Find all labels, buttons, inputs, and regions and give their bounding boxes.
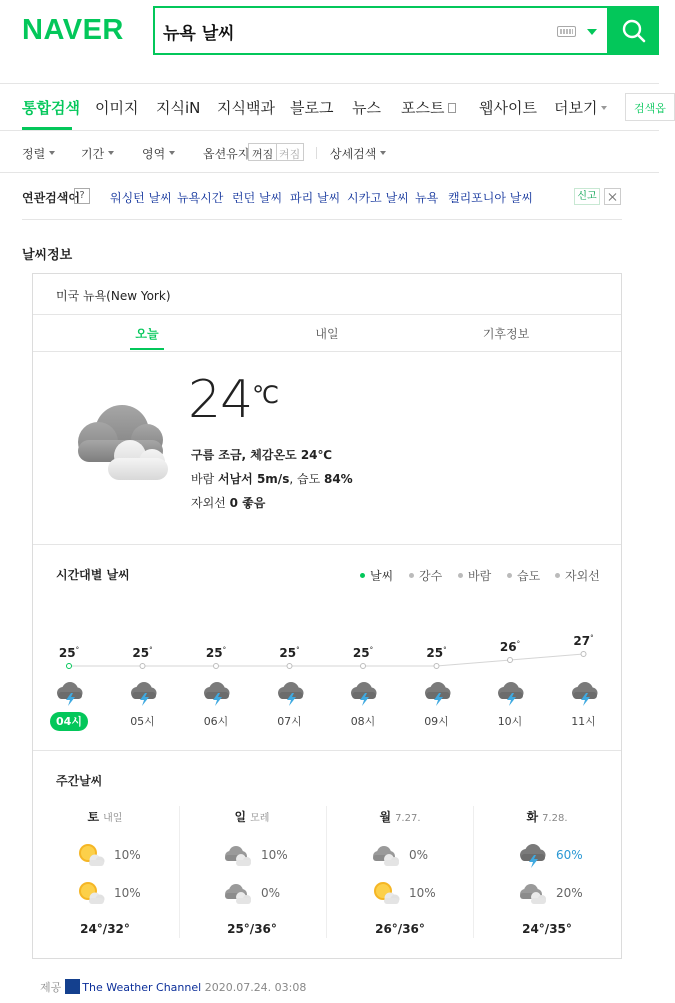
tab-encyclopedia[interactable]: 지식백과 [217, 99, 275, 117]
hourly-time: 09시 [424, 715, 449, 728]
thunder-icon [569, 680, 599, 706]
chevron-down-icon [601, 106, 607, 110]
legend-label: 바람 [468, 569, 492, 583]
weekly-day-sub: 7.27. [395, 813, 421, 824]
weekly-title: 주간날씨 [56, 774, 103, 788]
current-temperature: 24 [188, 370, 253, 430]
period-dropdown[interactable] [81, 145, 114, 162]
temperature-point [67, 664, 72, 669]
legend-dot [507, 573, 512, 578]
thunder-icon [348, 680, 378, 706]
tab-climate[interactable]: 기후정보 [482, 327, 530, 341]
related-keyword[interactable]: 뉴욕시간 [177, 191, 224, 205]
temperature-point [287, 664, 292, 669]
cloud-icon [222, 880, 252, 906]
temperature-point [361, 664, 366, 669]
hourly-temperature-value: 27 [573, 634, 591, 648]
naver-logo[interactable]: NAVER [22, 14, 124, 46]
hourly-weather-icon-wrap [348, 680, 378, 706]
weekly-day-sub: 모레 [250, 813, 270, 824]
precipitation-chance: 10% [114, 886, 141, 900]
hourly-weather-icon-wrap [569, 680, 599, 706]
provider-label: 제공 [40, 981, 62, 994]
hourly-temperature-value: 26 [499, 640, 517, 654]
tab-post[interactable] [401, 97, 456, 118]
search-icon [621, 18, 647, 44]
weekly-day [360, 808, 440, 825]
tab-website[interactable]: 웹사이트 [479, 99, 537, 117]
hourly-temperature-value: 25 [426, 646, 444, 660]
weekly-weather-icon-wrap [517, 842, 547, 868]
legend-label: 자외선 [565, 569, 600, 583]
tab-today[interactable]: 오늘 [135, 327, 159, 341]
column-divider [473, 806, 474, 938]
degree-sign: ° [443, 646, 447, 654]
related-keyword[interactable]: 런던 날씨 [232, 191, 283, 205]
related-keyword[interactable]: 파리 날씨 [290, 191, 341, 205]
legend-label: 날씨 [370, 569, 394, 583]
humidity-label: , 습도 [289, 472, 324, 486]
legend-dot [409, 573, 414, 578]
hourly-time: 10시 [497, 715, 523, 728]
related-keyword[interactable]: 시카고 날씨 [347, 191, 409, 205]
hourly-temperature-value: 25 [132, 646, 150, 660]
legend-dot [555, 573, 560, 578]
period-label: 기간 [81, 147, 105, 161]
legend-label: 강수 [419, 569, 443, 583]
weekly-day-name: 일 [234, 810, 247, 824]
weekly-weather-icon-wrap [517, 880, 547, 906]
hourly-time: 04시 [50, 712, 88, 731]
updated-time: 2020.07.24. 03:08 [204, 981, 307, 994]
hourly-temperature [490, 640, 530, 654]
precipitation-chance: 10% [261, 848, 288, 862]
chevron-down-icon [108, 151, 114, 155]
tab-more[interactable] [554, 97, 607, 118]
precipitation-chance: 10% [409, 886, 436, 900]
hourly-weather-icon-wrap [128, 680, 158, 706]
thunder-icon [422, 680, 452, 706]
weekly-day [507, 808, 587, 825]
degree-sign: ° [296, 646, 300, 654]
close-icon[interactable] [604, 188, 621, 205]
post-icon [448, 103, 456, 113]
keep-option-label: 옵션유지 [203, 147, 250, 161]
weekly-day-name: 월 [379, 810, 392, 824]
weekly-day-sub: 내일 [103, 813, 123, 824]
wind-humidity [191, 470, 353, 487]
weather-desc [191, 446, 332, 463]
area-label: 영역 [142, 147, 166, 161]
search-box[interactable] [153, 6, 609, 55]
cloudy-icon [72, 400, 172, 486]
uv-label: 자외선 [191, 496, 230, 510]
chevron-down-icon [169, 151, 175, 155]
sort-dropdown[interactable] [22, 145, 55, 162]
header-divider [0, 83, 659, 84]
temperature-point [508, 658, 513, 663]
min-max-temperature: 24°/35° [522, 922, 572, 936]
degree-sign: ° [222, 646, 227, 654]
source-footer [40, 979, 306, 995]
search-button[interactable] [609, 6, 659, 55]
help-icon[interactable]: ? [74, 188, 90, 204]
detail-search-label: 상세검색 [330, 147, 377, 161]
precipitation-chance: 0% [409, 848, 429, 862]
related-keyword[interactable]: 뉴욕 [415, 191, 439, 205]
card-divider [33, 544, 621, 545]
provider-link[interactable]: The Weather Channel [82, 981, 202, 994]
hourly-title: 시간대별 날씨 [56, 568, 130, 582]
related-keywords-label: 연관검색어 [22, 191, 80, 205]
hourly-temperature-line [0, 600, 659, 680]
weather-condition: 구름 조금, 체감온도 24℃ [191, 448, 333, 462]
weekly-day-name: 토 [87, 810, 100, 824]
hourly-temperature [564, 634, 604, 648]
search-option-button[interactable]: 검색옵 [625, 93, 675, 121]
sun-cloud-icon [75, 880, 105, 906]
tab-tomorrow[interactable]: 내일 [315, 327, 339, 341]
hourly-temperature [196, 646, 236, 660]
card-divider [33, 351, 621, 352]
options-separator [316, 147, 317, 159]
related-keyword[interactable]: 워싱턴 날씨 [110, 191, 172, 205]
uv-index [191, 494, 265, 511]
weekly-day-name: 화 [526, 810, 539, 824]
tabs-divider [0, 130, 659, 131]
hourly-weather-icon-wrap [275, 680, 305, 706]
cloud-icon [370, 842, 400, 868]
hourly-temperature-value: 25 [352, 646, 370, 660]
hourly-time: 11시 [571, 715, 596, 728]
precipitation-chance: 0% [261, 886, 281, 900]
tab-integrated[interactable]: 통합검색 [22, 99, 80, 117]
column-divider [326, 806, 327, 938]
min-max-temperature: 26°/36° [375, 922, 425, 936]
tab-more-label: 더보기 [554, 99, 598, 117]
legend-wind[interactable] [458, 567, 491, 584]
hourly-time: 05시 [130, 715, 155, 728]
thunder-icon [517, 842, 547, 868]
search-input[interactable] [163, 17, 543, 45]
thunder-icon [54, 680, 84, 706]
weekly-day-sub: 7.28. [542, 813, 568, 824]
legend-dot [458, 573, 463, 578]
legend-dot [360, 573, 365, 578]
hourly-temperature [123, 646, 163, 660]
precipitation-chance: 60% [556, 848, 583, 862]
degree-sign: ° [75, 646, 80, 654]
weekly-day [65, 808, 145, 825]
sort-label: 정렬 [22, 147, 46, 161]
hourly-time: 08시 [350, 715, 376, 728]
degree-sign: ° [369, 646, 374, 654]
report-button[interactable]: 신고 [574, 188, 600, 205]
uv-value: 0 좋음 [229, 496, 266, 510]
tab-kin[interactable]: 지식iN [156, 99, 201, 117]
weekly-weather-icon-wrap [222, 842, 252, 868]
legend-label: 습도 [517, 569, 541, 583]
hourly-weather-icon-wrap [54, 680, 84, 706]
keep-off-toggle[interactable]: 꺼짐 [248, 143, 277, 161]
hourly-temperature-value: 25 [279, 646, 297, 660]
section-title: 날씨정보 [22, 248, 73, 263]
keyboard-icon[interactable] [557, 26, 576, 37]
thunder-icon [495, 680, 525, 706]
legend-uv[interactable] [555, 567, 600, 584]
legend-humidity[interactable] [507, 567, 540, 584]
weekly-weather-icon-wrap [370, 880, 400, 906]
weather-channel-logo [65, 979, 80, 994]
hourly-weather-icon-wrap [201, 680, 231, 706]
tab-blog[interactable]: 블로그 [290, 99, 334, 117]
column-divider [179, 806, 180, 938]
thunder-icon [275, 680, 305, 706]
weather-tab-underline [130, 348, 164, 350]
chevron-down-icon [49, 151, 55, 155]
tab-post-label: 포스트 [401, 99, 445, 117]
location-name: 미국 뉴욕(New York) [56, 289, 171, 303]
temperature-point [581, 652, 586, 657]
hourly-time: 07시 [277, 715, 302, 728]
sun-cloud-icon [75, 842, 105, 868]
legend-rain[interactable] [409, 567, 442, 584]
cloud-icon [517, 880, 547, 906]
temperature-point [434, 664, 439, 669]
card-divider [33, 750, 621, 751]
hourly-weather-icon-wrap [422, 680, 452, 706]
thunder-icon [201, 680, 231, 706]
hourly-temperature-value: 25 [205, 646, 223, 660]
options-divider [0, 172, 659, 173]
sun-cloud-icon [370, 880, 400, 906]
hourly-temperature [270, 646, 310, 660]
autocomplete-toggle-icon[interactable] [587, 29, 597, 35]
thunder-icon [128, 680, 158, 706]
hourly-temperature [417, 646, 457, 660]
hourly-weather-icon-wrap [495, 680, 525, 706]
min-max-temperature: 25°/36° [227, 922, 277, 936]
cloud-icon [222, 842, 252, 868]
hourly-temperature-value: 25 [58, 646, 76, 660]
tab-news[interactable]: 뉴스 [352, 99, 381, 117]
degree-sign: ° [516, 640, 521, 648]
hourly-temperature [49, 646, 89, 660]
precipitation-chance: 20% [556, 886, 583, 900]
keep-on-toggle[interactable]: 켜짐 [276, 143, 304, 161]
humidity-value: 84% [323, 472, 353, 486]
hourly-time: 06시 [203, 715, 229, 728]
related-divider [22, 219, 622, 220]
hourly-temperature [343, 646, 383, 660]
weekly-day [212, 808, 292, 825]
temperature-point [214, 664, 219, 669]
degree-sign: ° [590, 634, 594, 642]
wind-value: 서남서 5m/s [218, 472, 290, 486]
detail-search-dropdown[interactable] [330, 145, 386, 162]
temperature-point [140, 664, 145, 669]
weekly-weather-icon-wrap [75, 880, 105, 906]
min-max-temperature: 24°/32° [80, 922, 130, 936]
card-divider [33, 314, 621, 315]
weekly-weather-icon-wrap [75, 842, 105, 868]
temperature-unit: ℃ [252, 381, 279, 409]
area-dropdown[interactable] [142, 145, 175, 162]
wind-label: 바람 [191, 472, 218, 486]
degree-sign: ° [149, 646, 153, 654]
tab-image[interactable]: 이미지 [95, 99, 139, 117]
chevron-down-icon [380, 151, 386, 155]
related-keyword[interactable]: 캘리포니아 날씨 [448, 191, 533, 205]
legend-weather[interactable] [360, 567, 393, 584]
weekly-weather-icon-wrap [222, 880, 252, 906]
weekly-weather-icon-wrap [370, 842, 400, 868]
precipitation-chance: 10% [114, 848, 141, 862]
